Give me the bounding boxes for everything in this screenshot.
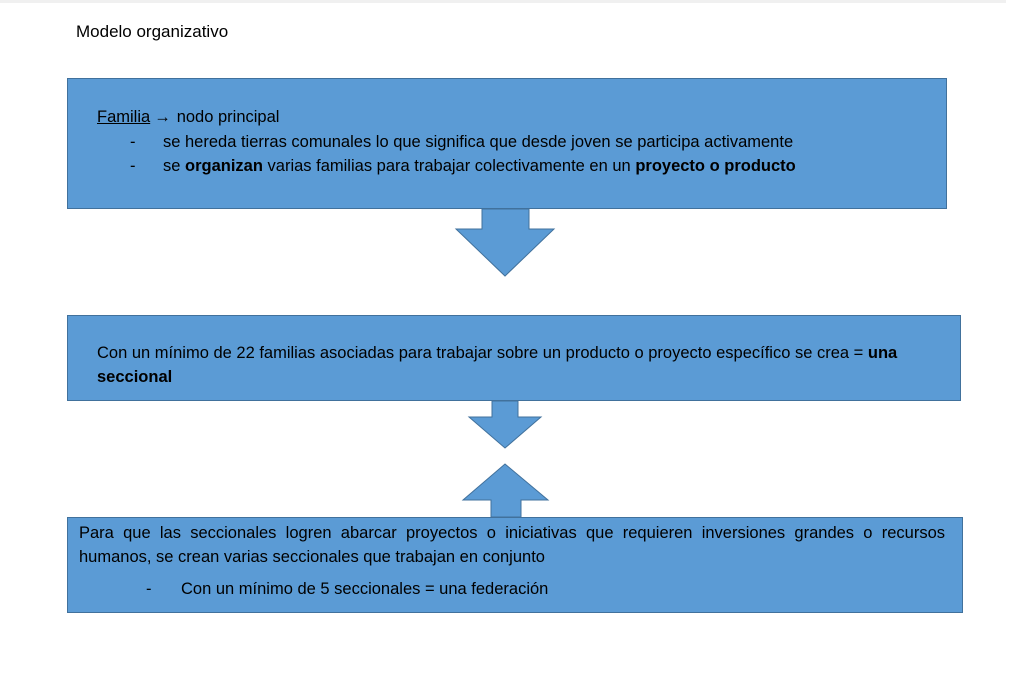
familia-label: Familia	[97, 108, 151, 126]
bullet-text: se hereda tierras comunales lo que significa que desde joven se participa activamente	[163, 133, 794, 151]
bullet-text-bold: organizan	[185, 157, 263, 175]
seccional-text	[97, 341, 947, 389]
bullet-text	[163, 154, 796, 178]
right-arrow-icon: →	[154, 108, 171, 126]
page-title: Modelo organizativo	[76, 22, 229, 41]
box-seccional	[67, 315, 961, 401]
down-arrow-icon	[469, 401, 541, 448]
federacion-text: Para que las seccionales logren abarcar proyectos o iniciativas que requieren inversiones grandes o recursos humanos, se crean varias seccionales que trabajan en conjunto	[79, 524, 945, 566]
down-arrow-icon	[456, 209, 554, 276]
seccional-text-part: Con un mínimo de 22 familias asociadas para trabajar sobre un producto o proyecto específico se crea =	[97, 344, 868, 362]
box-federacion	[67, 517, 963, 613]
bullet-dash: -	[130, 133, 136, 151]
bullet-text-part: se	[163, 157, 186, 175]
bullet-text: Con un mínimo de 5 seccionales = una federación	[181, 580, 549, 598]
bullet-text-part: varias familias para trabajar colectivamente en un	[262, 157, 636, 175]
familia-label-rest: nodo principal	[176, 108, 280, 126]
familia-heading	[97, 105, 279, 129]
bullet-text-bold: proyecto o producto	[635, 157, 796, 175]
box-familia	[67, 78, 947, 209]
bullet-dash: -	[146, 580, 152, 598]
up-arrow-icon	[463, 464, 548, 517]
bullet-dash: -	[130, 157, 136, 175]
seccional-text-bold: una seccional	[97, 344, 898, 386]
top-rule	[0, 0, 1006, 3]
